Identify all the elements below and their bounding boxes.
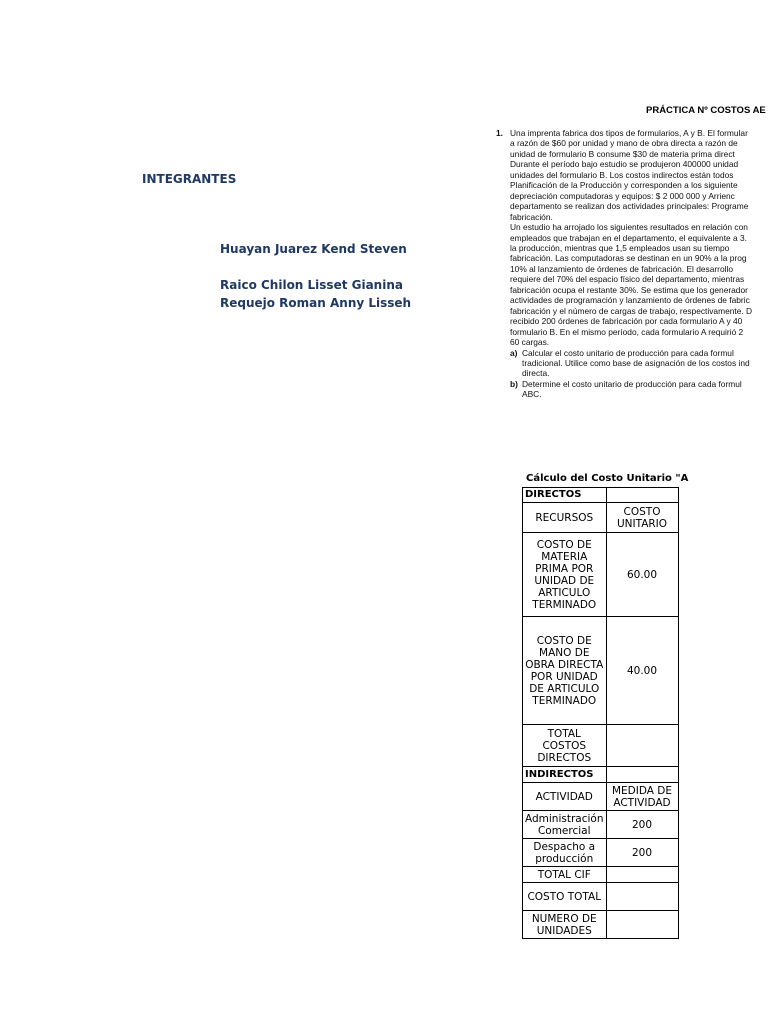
practice-title: PRÁCTICA Nº COSTOS AE <box>646 105 766 116</box>
despacho-value: 200 <box>606 839 678 867</box>
problem-line: unidades del formulario B. Los costos indirectos están todos <box>510 169 734 180</box>
total-cif-value <box>606 867 678 883</box>
empty-cell <box>606 488 678 503</box>
admin-label: Administración Comercial <box>523 811 607 839</box>
option-line: Determine el costo unitario de producción para cada formul <box>522 378 742 389</box>
section-indirectos: INDIRECTOS <box>523 767 607 783</box>
problem-line: Planificación de la Producción y corresponden a los siguiente <box>510 180 738 191</box>
numero-unidades-label: NUMERO DE UNIDADES <box>523 911 607 939</box>
costo-total-value <box>606 883 678 911</box>
empty-cell <box>606 767 678 783</box>
member-name: Huayan Juarez Kend Steven <box>220 242 407 256</box>
member-name: Raico Chilon Lisset Gianina <box>220 278 403 292</box>
materia-prima-value: 60.00 <box>606 533 678 617</box>
numero-unidades-value <box>606 911 678 939</box>
problem-line: fabricación. Las computadoras se destinan en un 90% a la prog <box>510 253 747 264</box>
problem-line: fabricación y el número de cargas de trabajo, respectivamente. D <box>510 305 753 316</box>
option-line: Calcular el costo unitario de producción para cada formul <box>522 347 734 358</box>
problem-line: actividades de programación y lanzamiento de órdenes de fabric <box>510 295 750 306</box>
team-heading: INTEGRANTES <box>142 172 237 186</box>
problem-line: Un estudio ha arrojado los siguientes resultados en relación con <box>510 222 748 233</box>
problem-body <box>510 128 768 400</box>
problem-line: 60 cargas. <box>510 337 550 348</box>
medida-header: MEDIDA DE ACTIVIDAD <box>606 783 678 811</box>
problem-statement <box>496 128 768 400</box>
section-directos: DIRECTOS <box>523 488 607 503</box>
problem-line: unidad de formulario B consume $30 de materia prima direct <box>510 148 735 159</box>
cost-table <box>522 487 679 939</box>
problem-option <box>510 379 768 400</box>
problem-line: Durante el período bajo estudio se produjeron 400000 unidad <box>510 159 739 170</box>
actividad-header: ACTIVIDAD <box>523 783 607 811</box>
problem-line: fabricación ocupa el restante 30%. Se estima que los generador <box>510 284 748 295</box>
option-line: directa. <box>522 368 550 379</box>
problem-line: formulario B. En el mismo período, cada formulario A requirió 2 <box>510 326 744 337</box>
option-tag: b) <box>510 378 518 389</box>
problem-line: departamento se realizan dos actividades principales: Programe <box>510 201 749 212</box>
problem-line: recibido 200 órdenes de fabricación por cada formulario A y 40 <box>510 316 743 327</box>
problem-line: depreciación computadoras y equipos: $ 2 000 000 y Arrienc <box>510 190 735 201</box>
problem-line: empleados que trabajan en el departamento, el equivalente a 3. <box>510 232 747 243</box>
mano-obra-value: 40.00 <box>606 617 678 725</box>
materia-prima-label: COSTO DE MATERIA PRIMA POR UNIDAD DE ARTICULO TERMINADO <box>523 533 607 617</box>
despacho-label: Despacho a producción <box>523 839 607 867</box>
costo-total-label: COSTO TOTAL <box>523 883 607 911</box>
costo-unitario-header: COSTO UNITARIO <box>606 503 678 533</box>
option-tag: a) <box>510 347 518 358</box>
admin-value: 200 <box>606 811 678 839</box>
recursos-header: RECURSOS <box>523 503 607 533</box>
mano-obra-label: COSTO DE MANO DE OBRA DIRECTA POR UNIDAD DE ARTICULO TERMINADO <box>523 617 607 725</box>
member-name: Requejo Roman Anny Lisseh <box>220 296 412 310</box>
option-line: ABC. <box>522 389 542 400</box>
total-directos-value <box>606 725 678 767</box>
problem-line: 10% al lanzamiento de órdenes de fabricación. El desarrollo <box>510 263 734 274</box>
total-cif-label: TOTAL CIF <box>523 867 607 883</box>
problem-line: a razón de $60 por unidad y mano de obra directa a razón de <box>510 138 738 149</box>
problem-option <box>510 348 768 379</box>
problem-line: Una imprenta fabrica dos tipos de formularios, A y B. El formular <box>510 128 748 138</box>
total-directos-label: TOTAL COSTOS DIRECTOS <box>523 725 607 767</box>
problem-number: 1. <box>496 128 503 138</box>
problem-line: requiere del 70% del espacio físico del departamento, mientras <box>510 274 745 285</box>
problem-line: fabricación. <box>510 211 553 222</box>
option-line: tradicional. Utilice como base de asignación de los costos ind <box>522 357 750 368</box>
problem-line: la producción, mientras que 1,5 empleados usan su tiempo <box>510 242 730 253</box>
calc-title: Cálculo del Costo Unitario "A <box>526 473 689 484</box>
